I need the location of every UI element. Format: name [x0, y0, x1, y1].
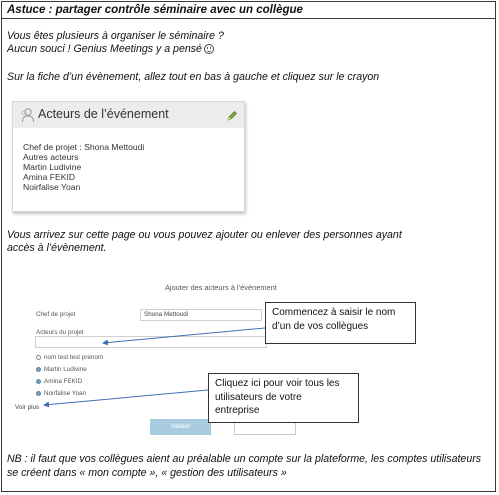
callout-1-line-2: d’un de vos collègues [272, 320, 369, 332]
callout-see-all-users [208, 373, 359, 423]
callout-start-typing [265, 302, 416, 344]
intro-line-2-text: Aucun souci ! Genius Meetings y a pensé [7, 43, 202, 55]
step2-line-1: Vous arrivez sur cette page ou vous pouvez ajouter ou enlever des personnes ayant [7, 229, 402, 241]
card-line-martin: Martin Ludivine [23, 162, 82, 172]
option-label-1: Martin Ludivine [44, 366, 87, 373]
callout-2-line-1: Cliquez ici pour voir tous les [215, 378, 340, 389]
callout-2-line-3: entreprise [215, 405, 260, 416]
valider-button[interactable]: Valider [150, 419, 211, 435]
arrow-to-input [103, 328, 265, 343]
card-line-amina: Amina FEKID [23, 172, 76, 182]
card-line-autres: Autres acteurs [23, 152, 79, 162]
chef-field[interactable]: Shona Mettoudi [140, 309, 262, 321]
callout-2-line-2: utilisateurs de votre [215, 391, 302, 403]
option-label-2: Amina FEKID [44, 378, 83, 385]
card-title: Acteurs de l’événement [38, 107, 169, 121]
arrow-to-voir-plus [44, 390, 208, 405]
option-label-3: Noirfalise Yoan [44, 390, 87, 397]
step2-line-2: accès à l’évènement. [7, 242, 107, 254]
intro-line-1: Vous êtes plusieurs à organiser le séminaire ? [7, 30, 224, 42]
card-line-noirfalise: Noirfalise Yoan [23, 182, 81, 192]
acteurs-label: Acteurs du projet [36, 329, 84, 336]
card-line-chef: Chef de projet : Shona Mettoudi [23, 142, 145, 152]
note-text: NB : il faut que vos collègues aient au préalable un compte sur la plateforme, les comptes utilisateurs se créent dans « mon compte », « gestion des utilisateurs » [7, 453, 482, 479]
step1-text: Sur la fiche d’un évènement, allez tout en bas à gauche et cliquez sur le crayon [7, 71, 380, 83]
voir-plus-link[interactable]: Voir plus [15, 404, 40, 411]
callout-1-line-1: Commencez à saisir le nom [272, 307, 396, 318]
option-label-0: nom test test prenom [44, 354, 104, 361]
chef-label: Chef de projet [36, 311, 76, 318]
document-title: Astuce : partager contrôle séminaire avec un collègue [7, 4, 303, 16]
form-title: Ajouter des acteurs à l’événement [165, 283, 277, 292]
